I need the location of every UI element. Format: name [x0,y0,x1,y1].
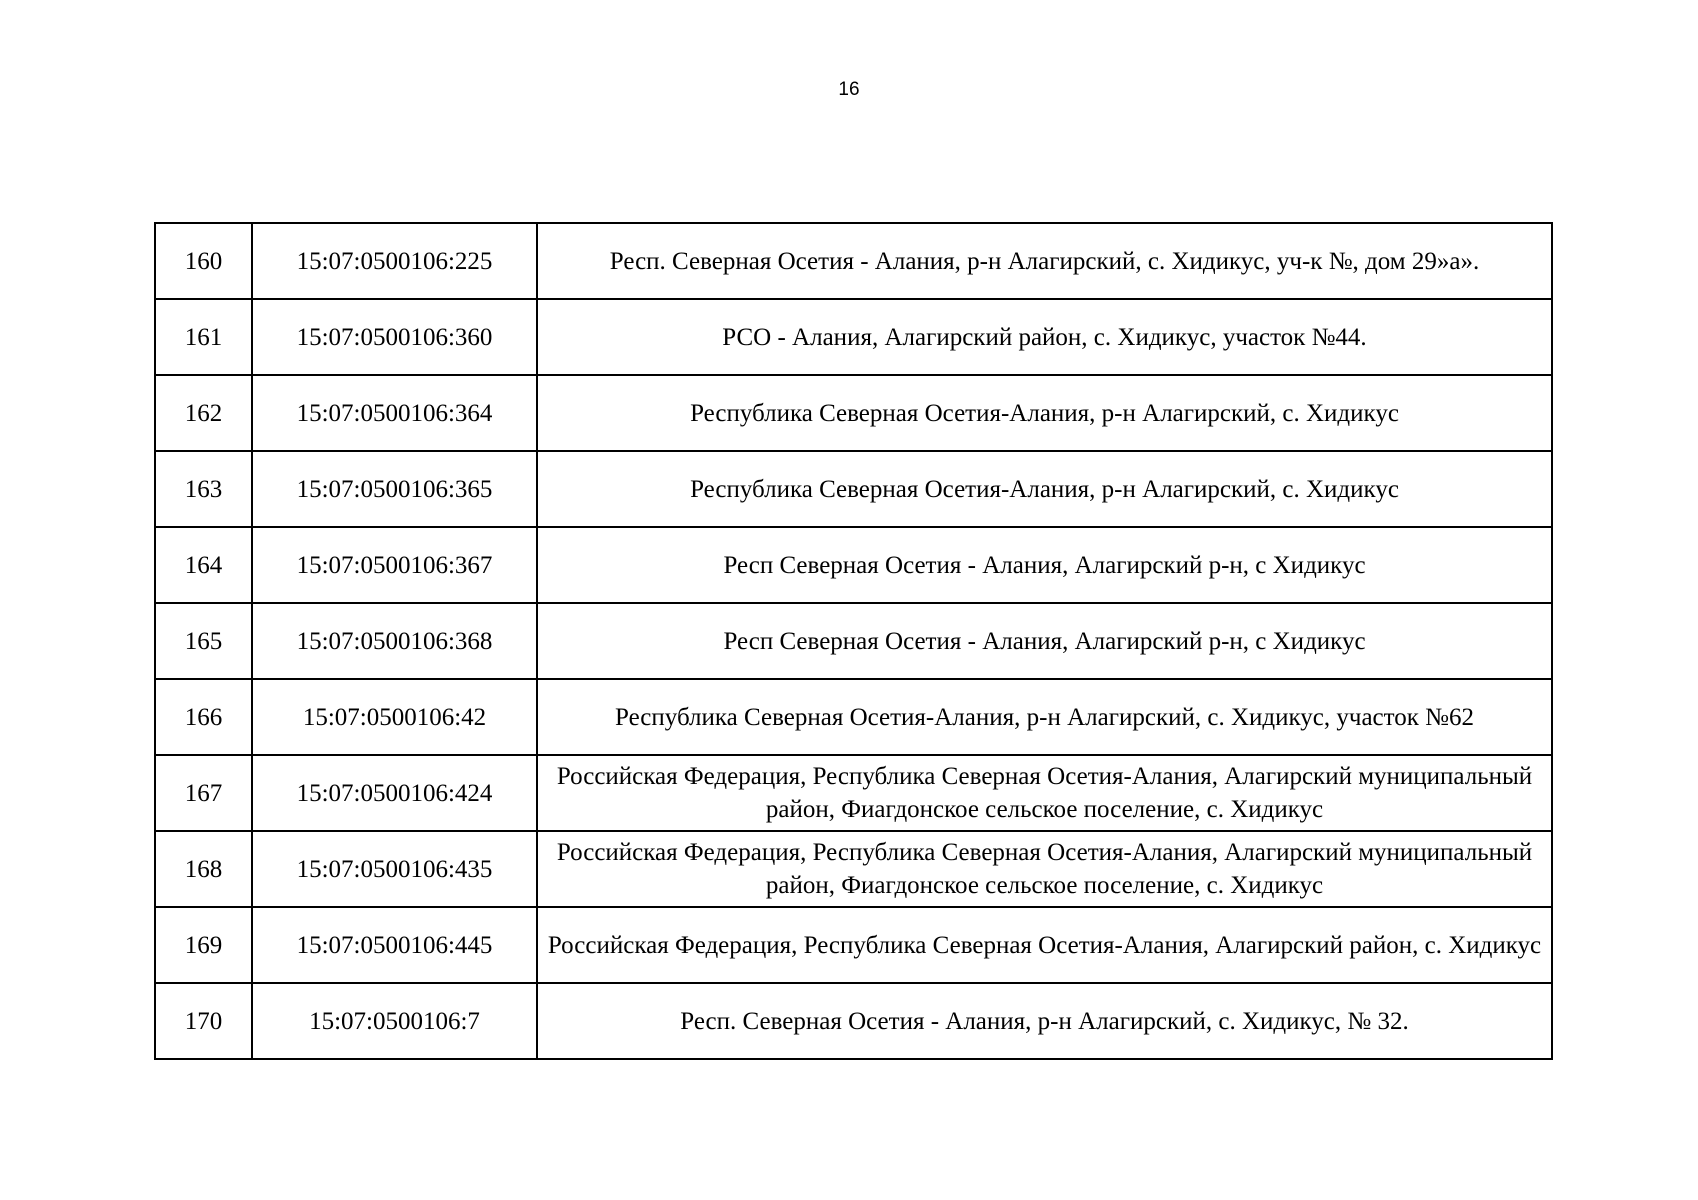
cadastral-number: 15:07:0500106:364 [252,375,537,451]
table-row [155,679,1552,755]
address: Респ. Северная Осетия - Алания, р-н Алагирский, с. Хидикус, № 32. [537,983,1552,1059]
row-number: 168 [155,831,252,907]
cadastral-number: 15:07:0500106:42 [252,679,537,755]
row-number: 163 [155,451,252,527]
table-row [155,907,1552,983]
cadastral-number: 15:07:0500106:368 [252,603,537,679]
row-number: 166 [155,679,252,755]
row-number: 165 [155,603,252,679]
address: Республика Северная Осетия-Алания, р-н Алагирский, с. Хидикус [537,451,1552,527]
page-number: 16 [838,79,860,100]
table-row [155,527,1552,603]
row-number: 167 [155,755,252,831]
row-number: 162 [155,375,252,451]
address: Республика Северная Осетия-Алания, р-н Алагирский, с. Хидикус [537,375,1552,451]
address: Республика Северная Осетия-Алания, р-н Алагирский, с. Хидикус, участок №62 [537,679,1552,755]
row-number: 161 [155,299,252,375]
address: Российская Федерация, Республика Северная Осетия-Алания, Алагирский район, с. Хидикус [537,907,1552,983]
address: Российская Федерация, Республика Северная Осетия-Алания, Алагирский муниципальный район, Фиагдонское сельское поселение, с. Хидикус [537,831,1552,907]
cadastral-number: 15:07:0500106:365 [252,451,537,527]
table-row [155,983,1552,1059]
cadastral-number: 15:07:0500106:7 [252,983,537,1059]
row-number: 170 [155,983,252,1059]
address: РСО - Алания, Алагирский район, с. Хидикус, участок №44. [537,299,1552,375]
table-row [155,299,1552,375]
address: Респ Северная Осетия - Алания, Алагирский р-н, с Хидикус [537,527,1552,603]
row-number: 169 [155,907,252,983]
table-row [155,755,1552,831]
address: Респ Северная Осетия - Алания, Алагирский р-н, с Хидикус [537,603,1552,679]
cadastral-number: 15:07:0500106:435 [252,831,537,907]
address: Российская Федерация, Республика Северная Осетия-Алания, Алагирский муниципальный район, Фиагдонское сельское поселение, с. Хидикус [537,755,1552,831]
cadastral-number: 15:07:0500106:367 [252,527,537,603]
address: Респ. Северная Осетия - Алания, р-н Алагирский, с. Хидикус, уч-к №, дом 29»а». [537,223,1552,299]
row-number: 160 [155,223,252,299]
cadastral-number: 15:07:0500106:225 [252,223,537,299]
row-number: 164 [155,527,252,603]
parcel-table [154,222,1553,1060]
cadastral-number: 15:07:0500106:424 [252,755,537,831]
cadastral-number: 15:07:0500106:445 [252,907,537,983]
table-row [155,451,1552,527]
table-row [155,603,1552,679]
table-row [155,223,1552,299]
table-row [155,375,1552,451]
table-row [155,831,1552,907]
cadastral-number: 15:07:0500106:360 [252,299,537,375]
